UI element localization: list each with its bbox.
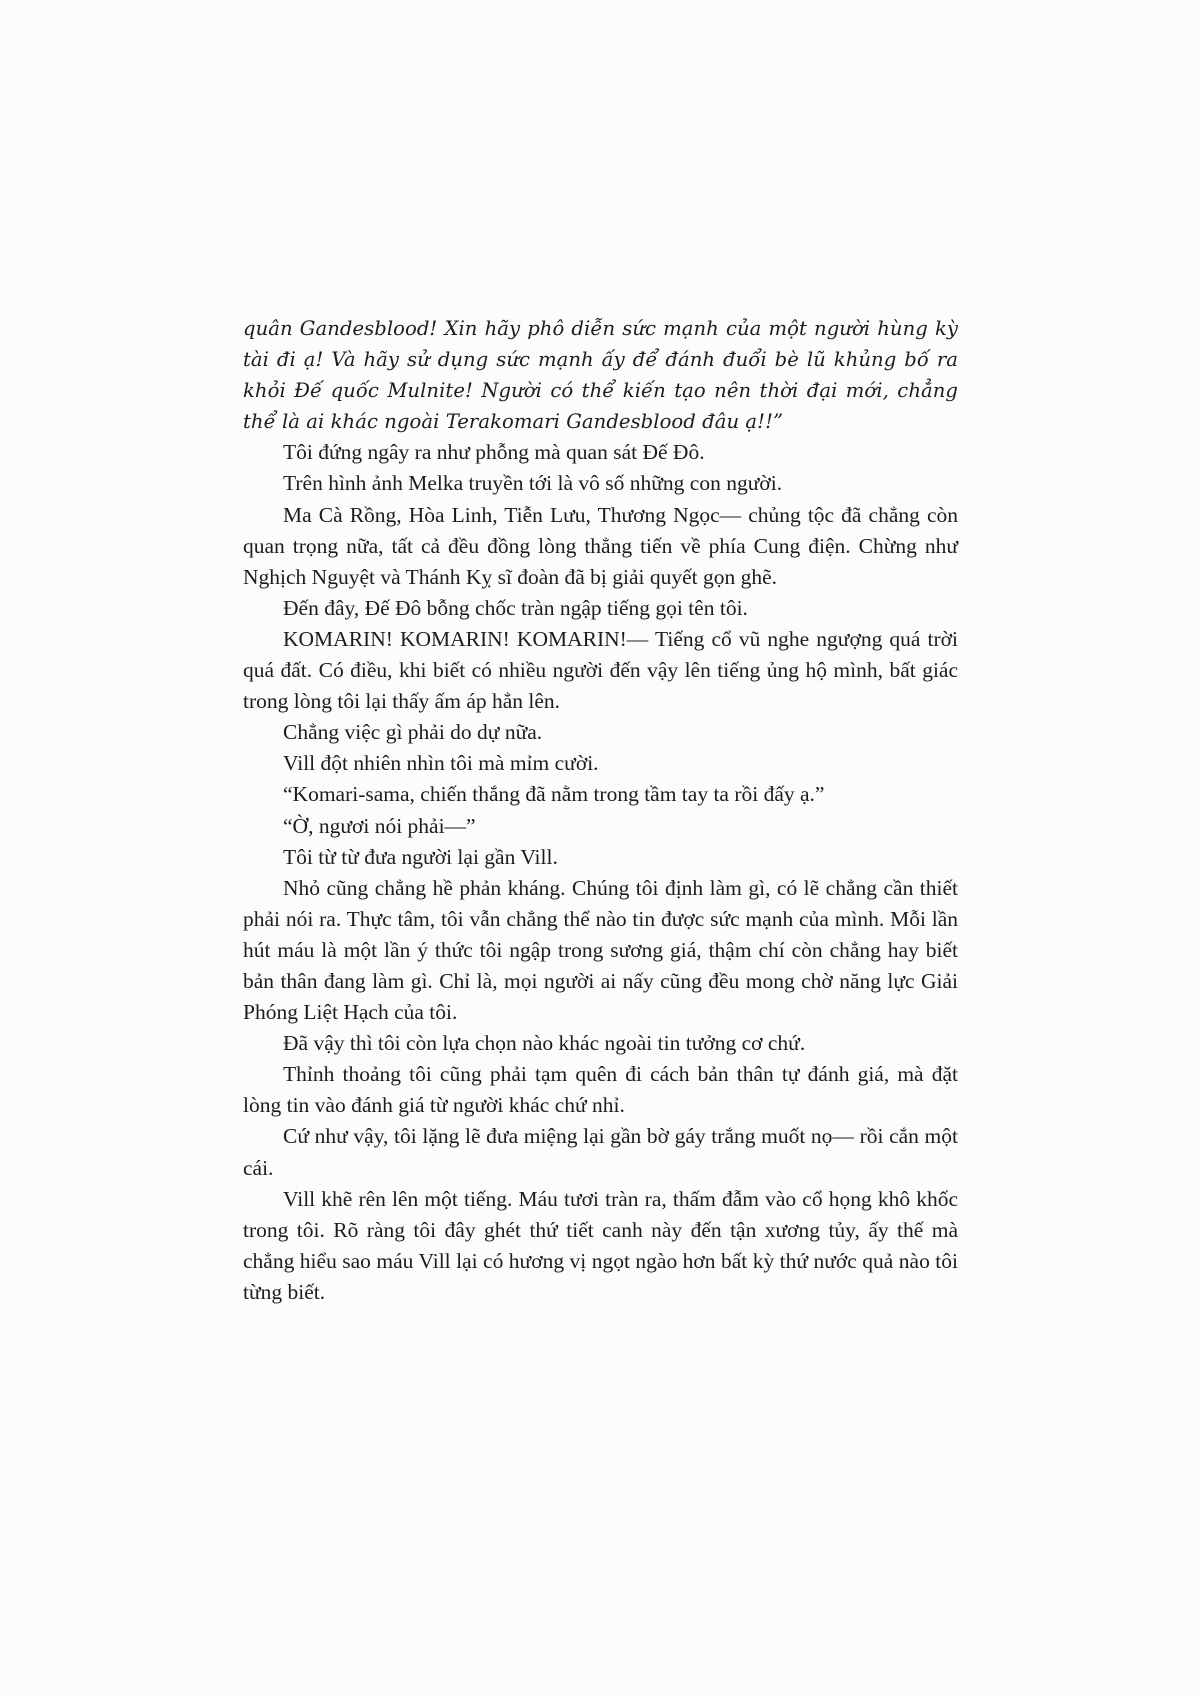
paragraph: Đã vậy thì tôi còn lựa chọn nào khác ngoài tin tưởng cơ chứ. — [283, 1031, 806, 1056]
paragraph: Cứ như vậy, tôi lặng lẽ đưa miệng lại gần bờ gáy trắng muốt nọ— rồi cắn một cái. — [243, 1124, 958, 1180]
paragraph: Tôi đứng ngây ra như phỗng mà quan sát Đế Đô. — [283, 440, 705, 465]
paragraph: Thỉnh thoảng tôi cũng phải tạm quên đi cách bản thân tự đánh giá, mà đặt lòng tin vào đánh giá từ người khác chứ nhỉ. — [243, 1062, 958, 1118]
paragraph: Ma Cà Rồng, Hòa Linh, Tiễn Lưu, Thương Ngọc— chủng tộc đã chẳng còn quan trọng nữa, tất cả đều đồng lòng thẳng tiến về phía Cung điện. Chừng như Nghịch Nguyệt và Thánh Kỵ sĩ đoàn đã bị giải quyết gọn ghẽ. — [243, 502, 958, 589]
paragraph-dialogue: “Ờ, ngươi nói phải—” — [283, 813, 476, 838]
paragraph-italic-dialogue-continuation: quân Gandesblood! Xin hãy phô diễn sức mạnh của một người hùng kỳ tài đi ạ! Và hãy sử dụng sức mạnh ấy để đánh đuổi bè lũ khủng bố ra khỏi Đế quốc Mulnite! Người có thể kiến tạo nên thời đại mới, chẳng thể là ai khác ngoài Terakomari Gandesblood đâu ạ!!” — [243, 317, 958, 434]
paragraph: KOMARIN! KOMARIN! KOMARIN!— Tiếng cổ vũ nghe ngượng quá trời quá đất. Có điều, khi biết có nhiều người đến vậy lên tiếng ủng hộ mình, bất giác trong lòng tôi lại thấy ấm áp hẳn lên. — [243, 626, 958, 714]
paragraph: Vill đột nhiên nhìn tôi mà mỉm cười. — [283, 751, 599, 776]
paragraph: Chẳng việc gì phải do dự nữa. — [283, 720, 543, 745]
paragraph-dialogue: “Komari-sama, chiến thắng đã nằm trong tầm tay ta rồi đấy ạ.” — [283, 782, 825, 807]
paragraph: Nhỏ cũng chẳng hề phản kháng. Chúng tôi định làm gì, có lẽ chẳng cần thiết phải nói ra. Thực tâm, tôi vẫn chẳng thể nào tin được sức mạnh của mình. Mỗi lần hút máu là một lần ý thức tôi ngập trong sương giá, thậm chí còn chẳng hay biết bản thân đang làm gì. Chỉ là, mọi người ai nấy cũng đều mong chờ năng lực Giải Phóng Liệt Hạch của tôi. — [243, 875, 958, 1025]
paragraph: Trên hình ảnh Melka truyền tới là vô số những con người. — [283, 471, 783, 496]
paragraph: Tôi từ từ đưa người lại gần Vill. — [283, 844, 558, 869]
book-page-text — [243, 313, 958, 1308]
paragraph: Đến đây, Đế Đô bỗng chốc tràn ngập tiếng gọi tên tôi. — [283, 595, 748, 620]
paragraph: Vill khẽ rên lên một tiếng. Máu tươi tràn ra, thấm đẫm vào cổ họng khô khốc trong tôi. Rõ ràng tôi đây ghét thứ tiết canh này đến tận xương tủy, ấy thế mà chẳng hiểu sao máu Vill lại có hương vị ngọt ngào hơn bất kỳ thứ nước quả nào tôi từng biết. — [243, 1186, 958, 1304]
